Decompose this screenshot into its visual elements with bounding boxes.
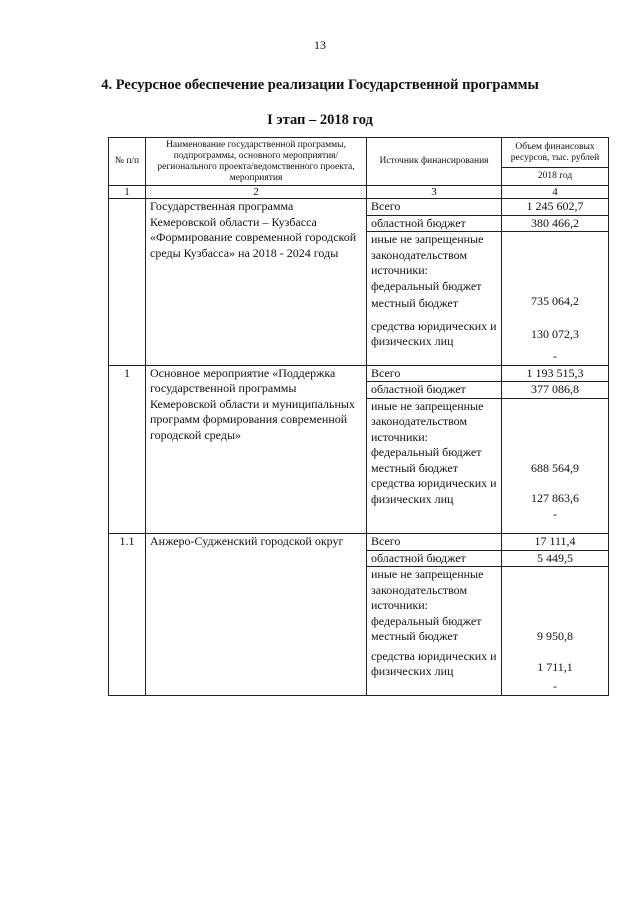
local-label: местный бюджет — [371, 460, 458, 475]
source-other — [367, 232, 502, 366]
value-legal: - — [553, 349, 557, 363]
value-other — [502, 232, 609, 366]
source-total: Всего — [367, 365, 502, 382]
col-number: 3 — [367, 186, 502, 199]
row-num — [109, 199, 146, 366]
value-federal: 735 064,2 — [531, 294, 579, 308]
value-other — [502, 398, 609, 534]
col-number: 1 — [109, 186, 146, 199]
value-other — [502, 567, 609, 696]
legal-label: средства юридических и физических лиц — [371, 318, 497, 348]
value-federal: 688 564,9 — [531, 460, 579, 475]
value-local: 130 072,3 — [531, 326, 579, 341]
row-num: 1.1 — [109, 534, 146, 696]
header-name: Наименование государственной программы, подпрограммы, основного мероприятия/регионального проекта/ведомственного проекта, мероприятия — [146, 138, 367, 186]
source-other — [367, 398, 502, 534]
local-label: местный бюджет — [371, 296, 458, 310]
row-num: 1 — [109, 365, 146, 534]
value-legal: - — [553, 679, 557, 693]
source-total: Всего — [367, 534, 502, 551]
source-other — [367, 567, 502, 696]
legal-label: средства юридических и физических лиц — [371, 648, 497, 678]
row-name: Государственная программа Кемеровской области – Кузбасса «Формирование современной городской среды Кузбасса» на 2018 - 2024 годы — [146, 199, 367, 366]
table-row — [109, 534, 609, 551]
legal-label: средства юридических и физических лиц — [371, 476, 497, 506]
value-legal: - — [553, 506, 557, 521]
resource-table — [108, 137, 609, 696]
value-total: 17 111,4 — [502, 534, 609, 551]
other-sources-label: иные не запрещенные законодательством источники: — [371, 232, 484, 277]
value-regional: 377 086,8 — [502, 382, 609, 399]
federal-label: федеральный бюджет — [371, 613, 482, 628]
value-total: 1 193 515,3 — [502, 365, 609, 382]
row-name: Анжеро-Судженский городской округ — [146, 534, 367, 696]
section-title: 4. Ресурсное обеспечение реализации Государственной программы — [101, 77, 539, 93]
value-federal: 9 950,8 — [537, 629, 573, 643]
value-local: 1 711,1 — [537, 659, 573, 674]
page-number: 13 — [314, 38, 326, 52]
col-number: 4 — [502, 186, 609, 199]
header-source: Источник финансирования — [367, 138, 502, 186]
value-local: 127 863,6 — [531, 491, 579, 505]
local-label: местный бюджет — [371, 629, 458, 643]
source-regional: областной бюджет — [367, 215, 502, 232]
header-year: 2018 год — [502, 168, 609, 186]
source-regional: областной бюджет — [367, 382, 502, 399]
table-row — [109, 365, 609, 382]
col-number: 2 — [146, 186, 367, 199]
row-name: Основное мероприятие «Поддержка государственной программы Кемеровской области и муниципальных программ формирования современной городской среды» — [146, 365, 367, 534]
header-volume: Объем финансовых ресурсов, тыс. рублей — [502, 138, 609, 168]
federal-label: федеральный бюджет — [371, 445, 482, 459]
value-regional: 5 449,5 — [502, 550, 609, 567]
table-row — [109, 199, 609, 216]
header-num: № п/п — [109, 138, 146, 186]
stage-subtitle: I этап – 2018 год — [267, 112, 373, 128]
value-total: 1 245 602,7 — [502, 199, 609, 216]
other-sources-label: иные не запрещенные законодательством источники: — [371, 398, 484, 444]
value-regional: 380 466,2 — [502, 215, 609, 232]
source-regional: областной бюджет — [367, 550, 502, 567]
source-total: Всего — [367, 199, 502, 216]
federal-label: федеральный бюджет — [371, 278, 482, 293]
other-sources-label: иные не запрещенные законодательством источники: — [371, 567, 484, 612]
